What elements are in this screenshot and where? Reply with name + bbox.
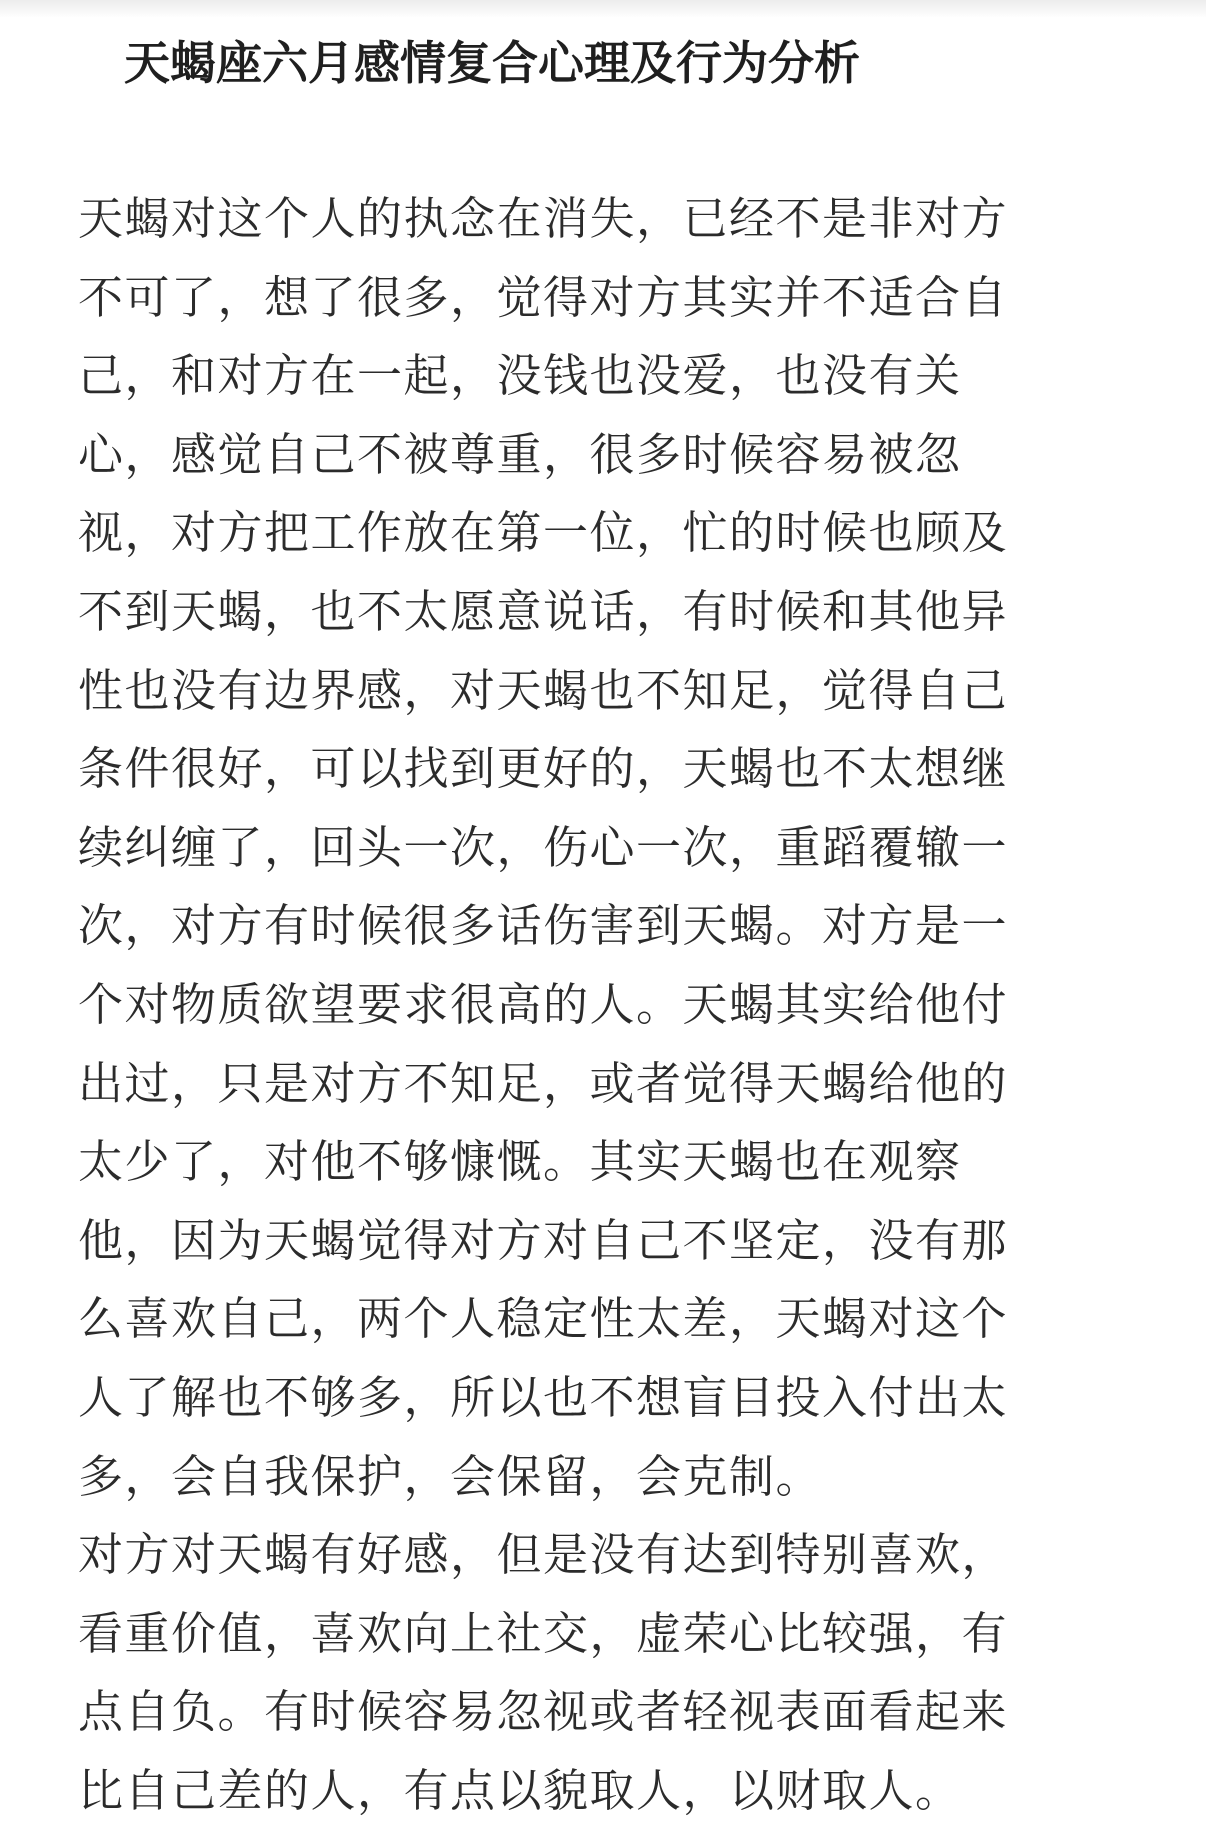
body-line: 不可了，想了很多，觉得对方其实并不适合自 <box>78 270 1009 324</box>
article-body <box>78 180 1078 1830</box>
body-line: 人了解也不够多，所以也不想盲目投入付出太 <box>78 1370 1009 1424</box>
body-line: 次，对方有时候很多话伤害到天蝎。对方是一 <box>78 899 1009 953</box>
body-line: 个对物质欲望要求很高的人。天蝎其实给他付 <box>78 977 1009 1031</box>
body-line: 不到天蝎，也不太愿意说话，有时候和其他异 <box>78 584 1009 638</box>
body-line: 太少了，对他不够慷慨。其实天蝎也在观察 <box>78 1135 962 1189</box>
body-line: 视，对方把工作放在第一位，忙的时候也顾及 <box>78 506 1009 560</box>
body-line: 看重价值，喜欢向上社交，虚荣心比较强，有 <box>78 1606 1009 1660</box>
body-line: 多，会自我保护，会保留，会克制。 <box>78 1449 823 1503</box>
body-line: 条件很好，可以找到更好的，天蝎也不太想继 <box>78 742 1009 796</box>
body-line: 比自己差的人，有点以貌取人，以财取人。 <box>78 1763 962 1817</box>
body-line: 心，感觉自己不被尊重，很多时候容易被忽 <box>78 427 962 481</box>
body-line: 己，和对方在一起，没钱也没爱，也没有关 <box>78 349 962 403</box>
body-line: 出过，只是对方不知足，或者觉得天蝎给他的 <box>78 1056 1009 1110</box>
body-line: 对方对天蝎有好感，但是没有达到特别喜欢， <box>78 1528 1009 1582</box>
body-line: 他，因为天蝎觉得对方对自己不坚定，没有那 <box>78 1213 1009 1267</box>
body-line: 点自负。有时候容易忽视或者轻视表面看起来 <box>78 1685 1009 1739</box>
body-line: 天蝎对这个人的执念在消失，已经不是非对方 <box>78 192 1009 245</box>
body-line: 么喜欢自己，两个人稳定性太差，天蝎对这个 <box>78 1292 1009 1346</box>
article-title: 天蝎座六月感情复合心理及行为分析 <box>124 36 860 90</box>
body-line: 性也没有边界感，对天蝎也不知足，觉得自己 <box>78 663 1009 717</box>
body-line: 续纠缠了，回头一次，伤心一次，重蹈覆辙一 <box>78 820 1009 874</box>
